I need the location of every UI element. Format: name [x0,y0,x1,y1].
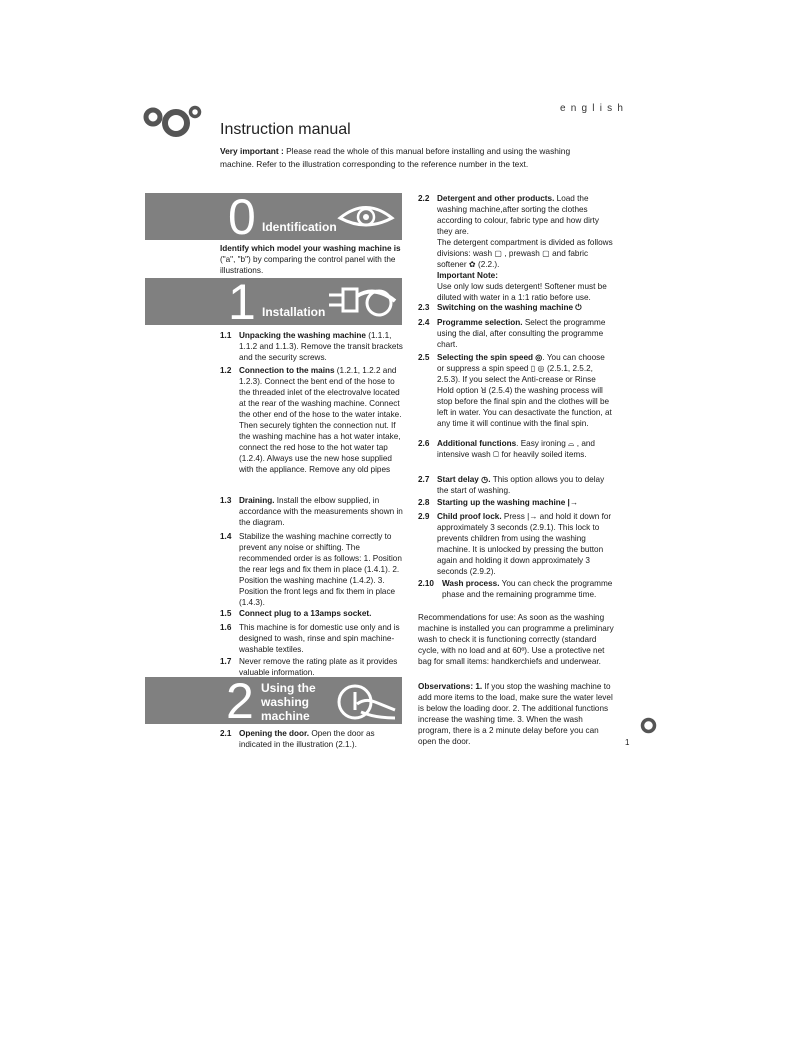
item-number: 2.10 [418,579,434,588]
item-heading: Draining. [239,496,275,505]
item-number: 1.1 [220,331,232,340]
item-number: 1.4 [220,532,232,541]
item-heading: Wash process. [442,579,500,588]
item-number: 2.4 [418,318,430,327]
item-number: 1.7 [220,657,232,666]
item-heading: Starting up the washing machine |→ [437,498,579,507]
item-text: Stabilize the washing machine correctly to prevent any noise or shifting. The recommended order is as follows: 1. Position the rear legs and fix them in place (1.4.1). 2. Position the washing machine (1.4.2). 3. Position the front legs and fix them in place (1.4.3). [239,532,402,607]
observations-text: If you stop the washing machine to add more items to the load, make sure the water level is below the loading door. 2. The additional functions increase the washing time. 3. When the wash program, there is a 2 minute delay before you can open the door. [418,682,613,746]
section-0-paragraph [220,243,406,276]
item-text: Load the washing machine,after sorting the clothes according to colour, fabric type and how dirty they are. [437,194,600,236]
item-heading: Child proof lock. [437,512,502,521]
item-text: Never remove the rating plate as it provides valuable information. [239,657,398,677]
item-heading: Connection to the mains [239,366,335,375]
item-text: . You can choose or suppress a spin speed ▯ ◎ (2.5.1, 2.5.2, 2.5.3). If you select the Anti-crease or Rinse Hold option ꓤ (2.5.4) the washing process will stop before the final spin and the clothes will be left in water. You can desactivate the function, at any time it will continue with the final spin. [437,353,612,428]
item-text: This option allows you to delay the start of washing. [437,475,605,495]
item-heading: Additional functions [437,439,517,448]
item-text: Press |→ and hold it down for approximately 3 seconds (2.9.1). This lock to prevents children from using the washing machine. It is unlocked by pressing the button again and holding it down approximately 3 seconds (2.9.2). [437,512,612,576]
recommendations-paragraph: Recommendations for use: As soon as the washing machine is installed you can programme a preliminary wash to check it is functioning correctly (standard cycle, with no load and at 60º). Use a protective net bag for small items: handkerchiefs and underwear. [418,613,614,666]
item-heading: Switching on the washing machine ⏻ [437,303,582,312]
item-heading: Unpacking the washing machine [239,331,366,340]
item-text: (1.1.1, 1.1.2 and 1.1.3). Remove the transit brackets and the security screws. [239,331,403,362]
section-0-para-bold: Identify which model your washing machine is [220,244,401,253]
intro-paragraph [220,145,600,171]
item-heading: Detergent and other products. [437,194,555,203]
section-0-band [145,189,402,245]
item-number: 1.6 [220,623,232,632]
observations-paragraph [418,681,614,747]
item-heading: Start delay ◷. [437,475,491,484]
page-title: Instruction manual [220,121,351,138]
important-note-text: Use only low suds detergent! Softener must be diluted with water in a 1:1 ratio before use. [437,282,607,302]
item-number: 2.7 [418,475,430,484]
intro-bold: Very important : [220,146,284,156]
section-0-para-text: ("a", "b") by comparing the control panel with the illustrations. [220,255,396,275]
section-2-label-line2: washing [261,695,310,709]
page-number: 1 [625,738,630,747]
section-1-band [145,274,402,330]
item-number: 2.1 [220,729,232,738]
hand-door-icon [335,680,397,722]
item-number: 2.8 [418,498,430,507]
eye-icon [337,199,395,233]
item-number: 2.9 [418,512,430,521]
section-2-label-line3: machine [261,709,310,723]
item-text: This machine is for domestic use only and is designed to wash, rinse and spin machine-washable textiles. [239,623,400,654]
item-text: (1.2.1, 1.2.2 and 1.2.3). Connect the bent end of the hose to the threaded inlet of the electrovalve located at the rear of the washing machine. Connect the other end of the hose to the water intake. Then securely tighten the connection nut. If the washing machine has a hot water intake, connect the red hose to the hot water tap (1.2.4). Always use the new hose supplied with the appliance. Remove any old pipes [239,366,402,474]
item-number: 1.3 [220,496,232,505]
section-2-number: 2 [226,673,254,729]
item-heading: Selecting the spin speed ◎ [437,353,543,362]
plug-icon [327,281,397,321]
section-2-label-line1: Using the [261,681,316,695]
item-heading: Connect plug to a 13amps socket. [239,609,372,618]
section-1-label: Installation [262,305,326,319]
language-label: english [560,103,629,114]
item-number: 2.6 [418,439,430,448]
item-text: Open the door as indicated in the illustration (2.1.). [239,729,375,749]
item-text: Select the programme using the dial, after consulting the programme chart. [437,318,606,349]
item-number: 2.3 [418,303,430,312]
observations-heading: Observations: 1. [418,682,483,691]
ring-decoration-icon [640,717,657,734]
brand-logo-icon [143,103,213,143]
item-text: Install the elbow supplied, in accordance with the measurements shown in the diagram. [239,496,403,527]
important-note-heading: Important Note: [437,271,498,280]
item-text: You can check the programme phase and the remaining programme time. [442,579,613,599]
item-number: 2.2 [418,194,430,203]
section-2-band [145,673,402,729]
section-1-number: 1 [228,274,256,330]
item-number: 1.2 [220,366,232,375]
item-heading: Opening the door. [239,729,310,738]
item-number: 1.5 [220,609,232,618]
item-number: 2.5 [418,353,430,362]
section-0-number: 0 [228,189,256,245]
detergent-compartment-text: The detergent compartment is divided as follows divisions: wash ▢ , prewash ▢ and fabric softener ✿ (2.2.). [437,238,613,269]
item-heading: Programme selection. [437,318,523,327]
item-text: . Easy ironing ⌓ , and intensive wash ▢ for heavily soiled items. [437,439,595,459]
intro-text: Please read the whole of this manual before installing and using the washing machine. Refer to the illustration corresponding to the reference number in the text. [220,146,571,169]
section-0-label: Identification [262,220,337,234]
